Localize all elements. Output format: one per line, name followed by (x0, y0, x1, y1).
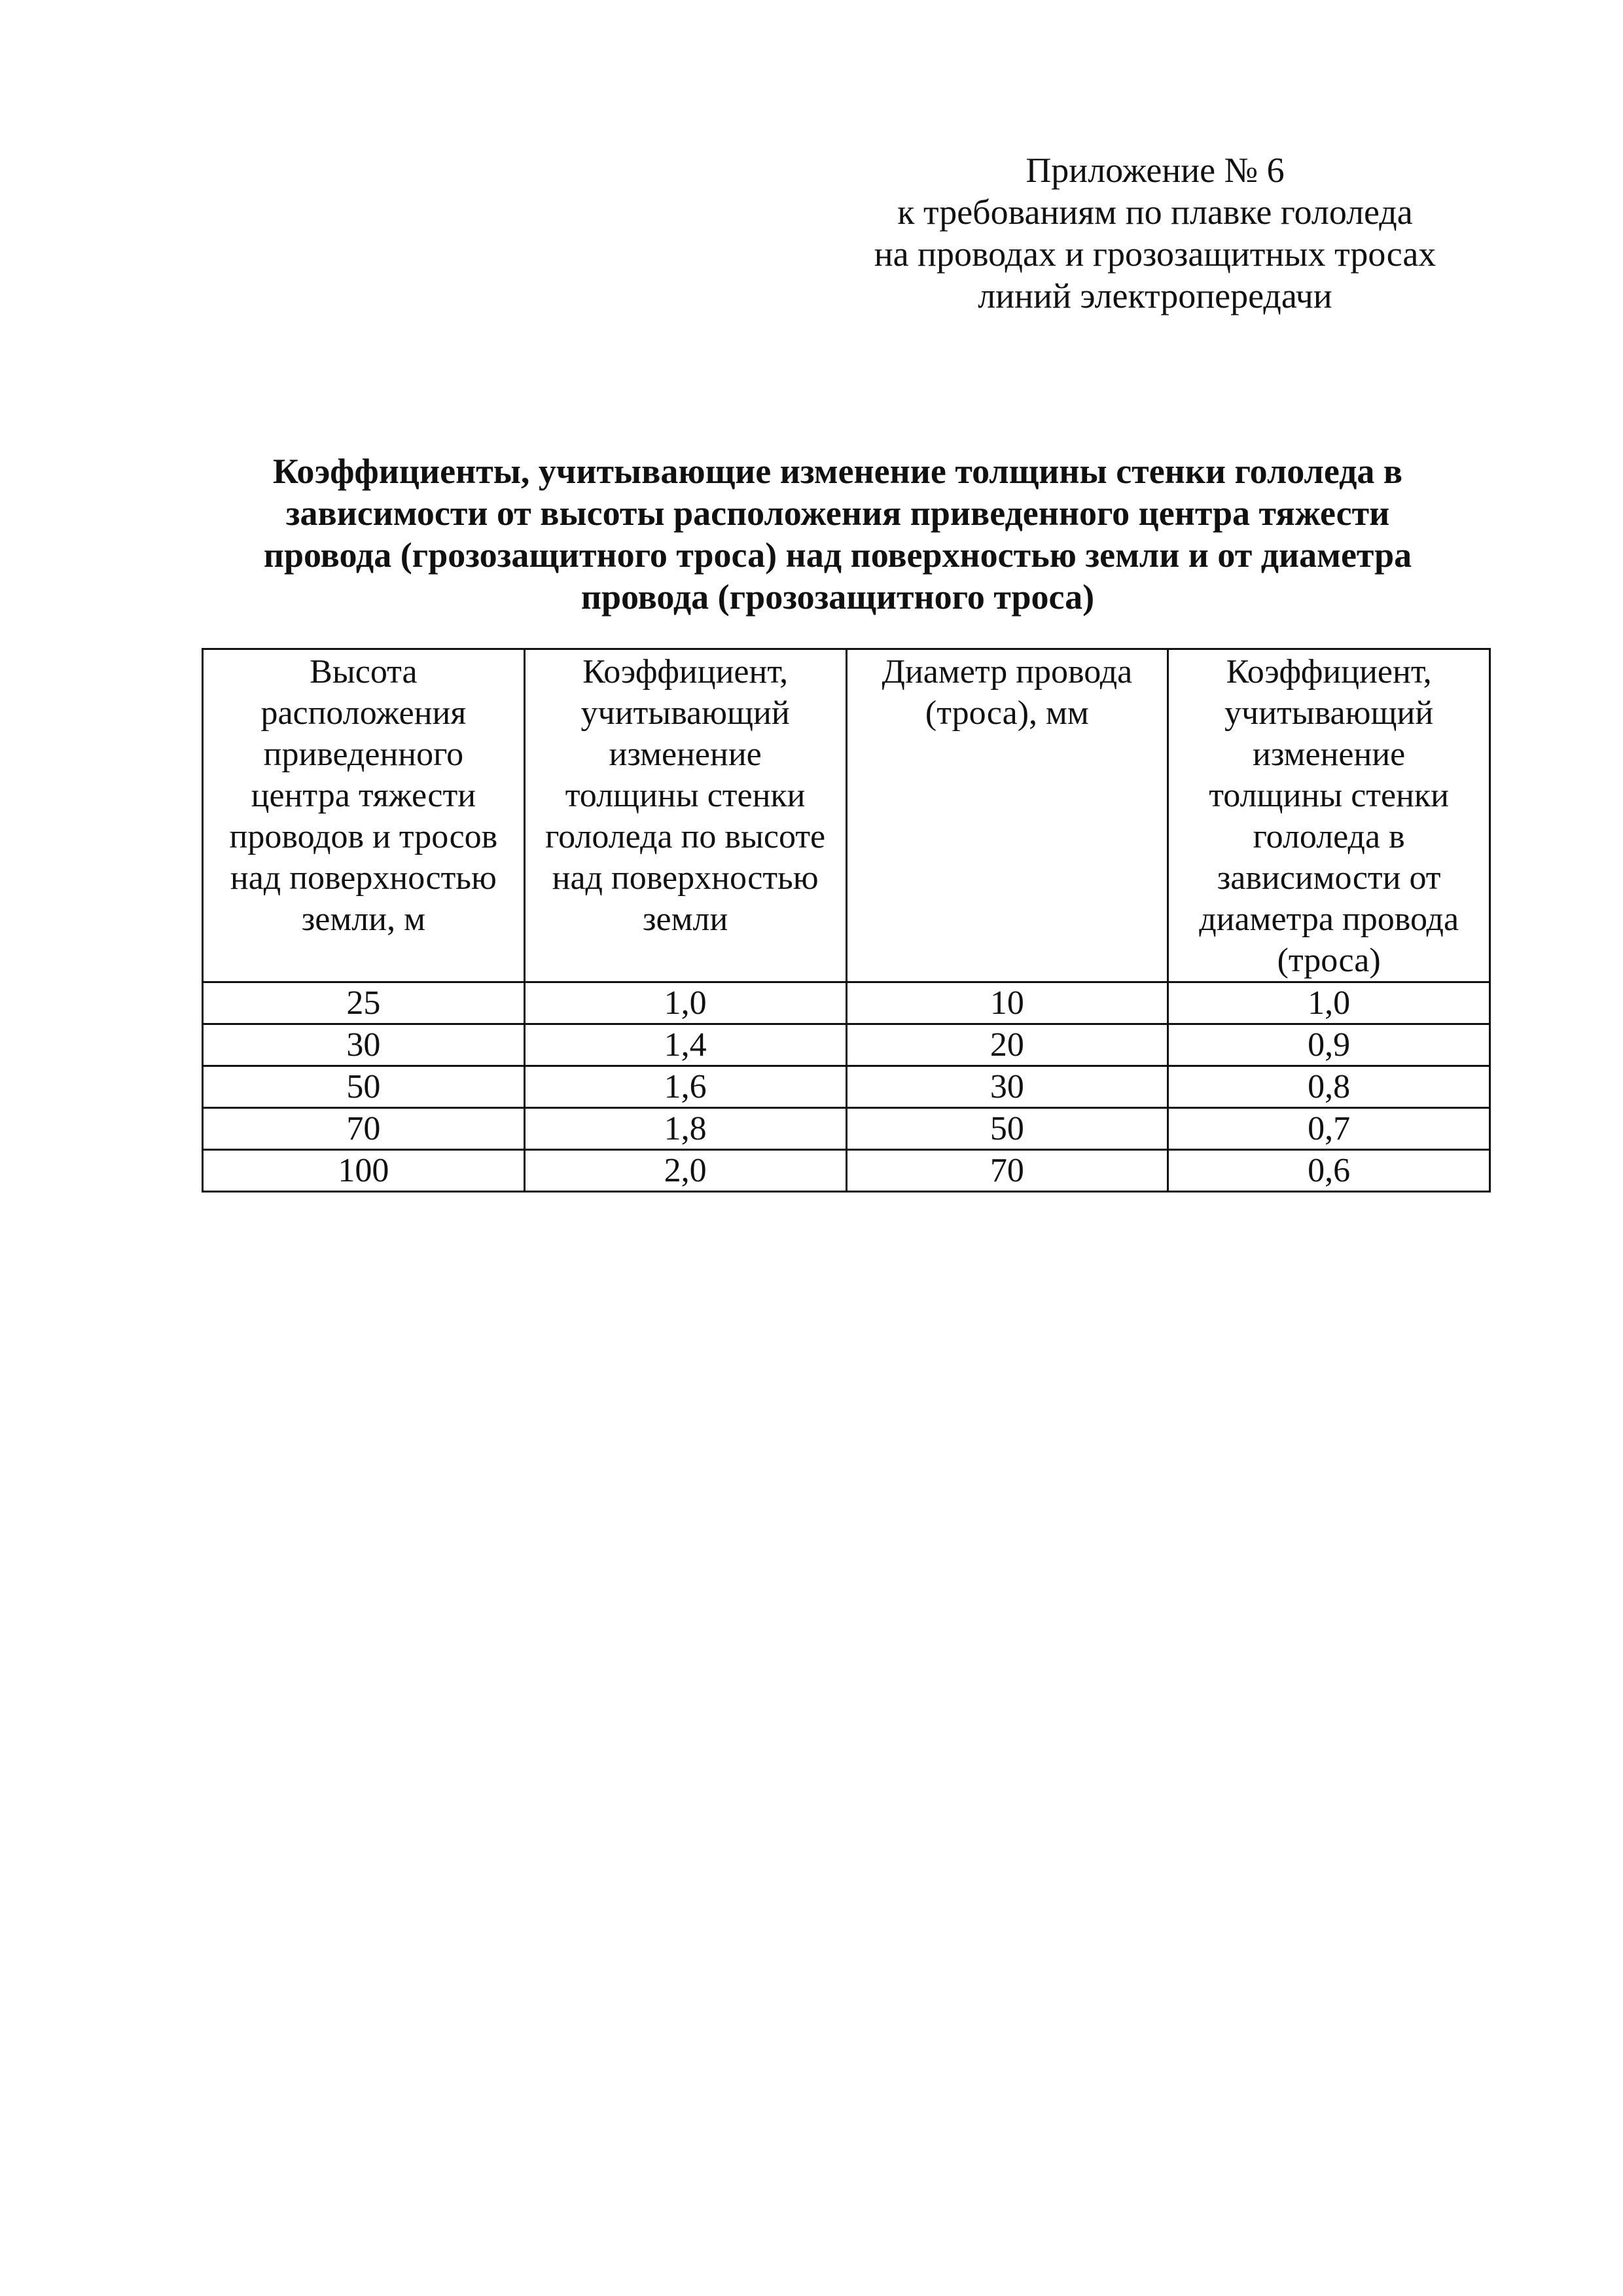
header-line: приведенного (263, 736, 464, 773)
height-coefficient-cell: 2,0 (524, 1150, 846, 1192)
header-line: гололеда по высоте (545, 818, 826, 855)
diameter-coefficient-cell: 1,0 (1168, 982, 1490, 1024)
height-cell: 50 (203, 1066, 525, 1108)
header-diameter-coefficient (1168, 649, 1490, 982)
height-coefficient-cell: 1,8 (524, 1108, 846, 1150)
header-line: Высота (310, 653, 418, 691)
header-line: проводов и тросов (229, 818, 498, 855)
diameter-coefficient-cell: 0,7 (1168, 1108, 1490, 1150)
diameter-coefficient-cell: 0,8 (1168, 1066, 1490, 1108)
table-header (203, 649, 1490, 982)
table-row (203, 1024, 1490, 1066)
header-line: толщины стенки (1209, 777, 1449, 814)
table-row (203, 1108, 1490, 1150)
appendix-line: линий электропередачи (978, 276, 1332, 315)
title-line: зависимости от высоты расположения приведенного центра тяжести (285, 493, 1390, 533)
document-title (196, 450, 1479, 618)
header-line: изменение (609, 736, 762, 773)
table-row (203, 1150, 1490, 1192)
header-line: учитывающий (580, 694, 790, 732)
header-line: расположения (260, 694, 467, 732)
header-line: (троса) (1277, 942, 1381, 979)
coefficients-table (202, 648, 1491, 1193)
diameter-cell: 30 (846, 1066, 1168, 1108)
diameter-cell: 20 (846, 1024, 1168, 1066)
height-cell: 30 (203, 1024, 525, 1066)
header-line: над поверхностью (230, 859, 497, 897)
table-body (203, 982, 1490, 1192)
diameter-coefficient-cell: 0,6 (1168, 1150, 1490, 1192)
table-row (203, 1066, 1490, 1108)
header-height (203, 649, 525, 982)
diameter-cell: 70 (846, 1150, 1168, 1192)
appendix-line: к требованиям по плавке гололеда (897, 192, 1413, 232)
diameter-cell: 50 (846, 1108, 1168, 1150)
header-line: толщины стенки (565, 777, 806, 814)
header-line: Коэффициент, (1226, 653, 1432, 691)
header-line: над поверхностью (552, 859, 819, 897)
height-cell: 25 (203, 982, 525, 1024)
header-line: Коэффициент, (582, 653, 789, 691)
header-line: гололеда в (1253, 818, 1405, 855)
height-cell: 70 (203, 1108, 525, 1150)
diameter-coefficient-cell: 0,9 (1168, 1024, 1490, 1066)
height-coefficient-cell: 1,4 (524, 1024, 846, 1066)
header-line: диаметра провода (1199, 901, 1459, 938)
header-line: зависимости от (1217, 859, 1441, 897)
header-row (203, 649, 1490, 982)
header-line: земли, м (301, 901, 425, 938)
height-coefficient-cell: 1,6 (524, 1066, 846, 1108)
header-line: изменение (1252, 736, 1406, 773)
header-line: учитывающий (1224, 694, 1434, 732)
table-row (203, 982, 1490, 1024)
appendix-line: на проводах и грозозащитных тросах (874, 234, 1436, 274)
header-diameter (846, 649, 1168, 982)
appendix-reference (844, 149, 1466, 317)
header-line: центра тяжести (251, 777, 476, 814)
height-coefficient-cell: 1,0 (524, 982, 846, 1024)
height-cell: 100 (203, 1150, 525, 1192)
title-line: Коэффициенты, учитывающие изменение толщины стенки гололеда в (272, 452, 1403, 491)
header-line: (троса), мм (925, 694, 1089, 732)
title-line: провода (грозозащитного троса) над поверхностью земли и от диаметра (263, 535, 1412, 575)
header-line: земли (642, 901, 728, 938)
header-height-coefficient (524, 649, 846, 982)
title-line: провода (грозозащитного троса) (580, 577, 1095, 617)
appendix-line: Приложение № 6 (1026, 151, 1285, 190)
header-line: Диаметр провода (882, 653, 1133, 691)
diameter-cell: 10 (846, 982, 1168, 1024)
